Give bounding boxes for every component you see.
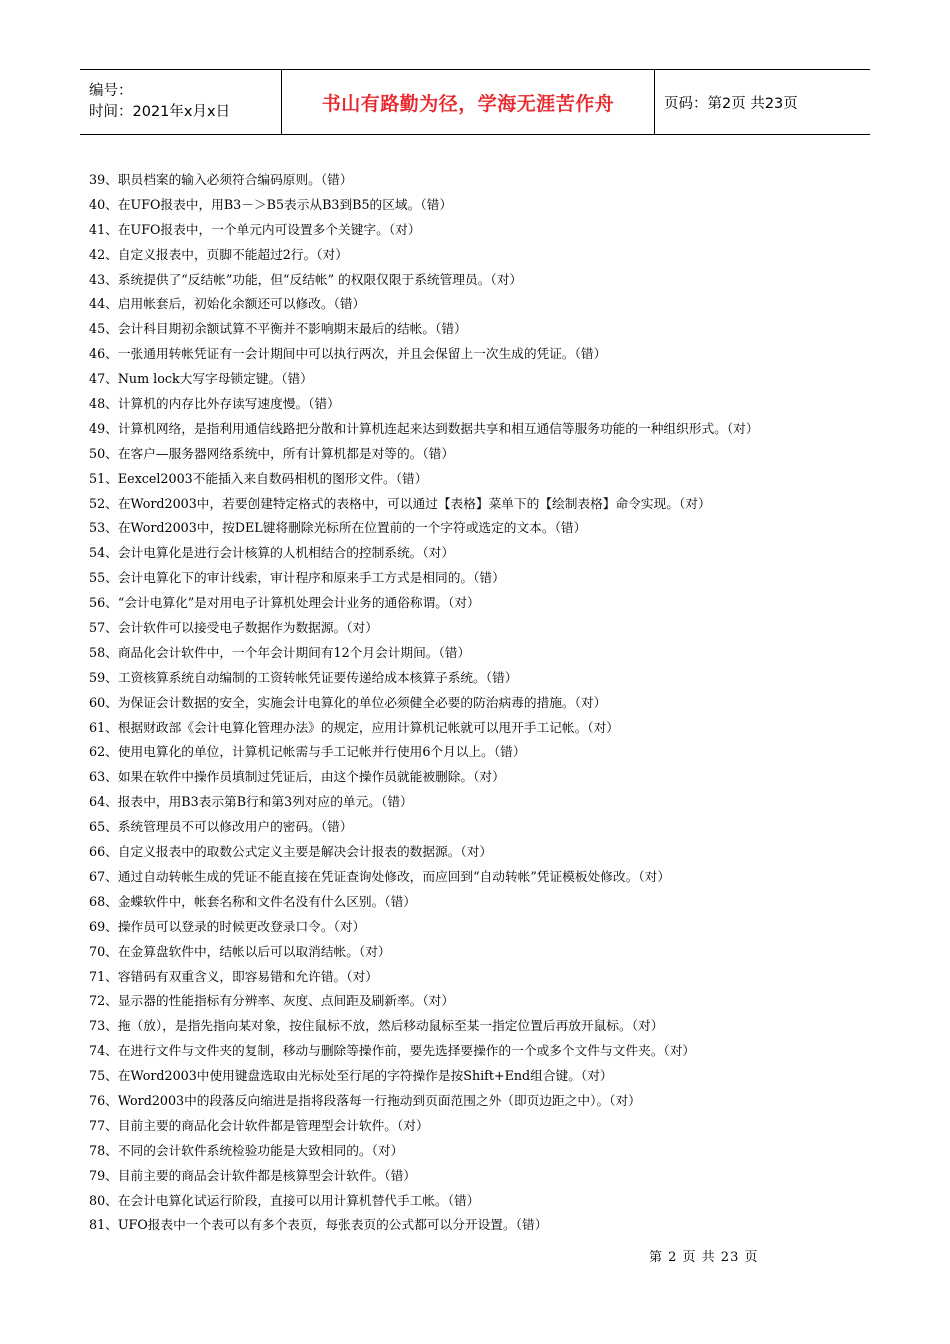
- question-item: 47、Num lock大写字母锁定键。（错）: [89, 371, 313, 387]
- question-item: 62、使用电算化的单位，计算机记帐需与手工记帐并行使用6个月以上。（错）: [89, 744, 526, 760]
- document-number-label: 编号：: [89, 83, 133, 99]
- question-item: 59、工资核算系统自动编制的工资转帐凭证要传递给成本核算子系统。（错）: [89, 669, 518, 685]
- question-item: 55、会计电算化下的审计线索，审计程序和原来手工方式是相同的。（错）: [89, 570, 505, 586]
- question-item: 39、职员档案的输入必须符合编码原则。（错）: [89, 172, 353, 187]
- question-item: 76、Word2003中的段落反向缩进是指将段落每一行拖动到页面范围之外（即页边距之中）。（对）: [89, 1092, 641, 1108]
- question-item: 81、UFO报表中一个表可以有多个表页，每张表页的公式都可以分开设置。（错）: [89, 1217, 548, 1233]
- page-header: [80, 69, 870, 135]
- question-item: 58、商品化会计软件中，一个年会计期间有12个月会计期间。（错）: [89, 644, 471, 660]
- question-item: 44、启用帐套后，初始化余额还可以修改。（错）: [89, 296, 366, 312]
- question-item: 45、会计科目期初余额试算不平衡并不影响期末最后的结帐。（错）: [89, 321, 467, 337]
- question-item: 52、在Word2003中，若要创建特定格式的表格中，可以通过【表格】菜单下的【绘制表格】命令实现。（对）: [89, 495, 711, 511]
- question-item: 43、系统提供了“反结帐”功能，但“反结帐” 的权限仅限于系统管理员。（对）: [89, 271, 523, 287]
- question-item: 80、在会计电算化试运行阶段，直接可以用计算机替代手工帐。（错）: [89, 1192, 480, 1208]
- question-item: 79、目前主要的商品会计软件都是核算型会计软件。（错）: [89, 1167, 416, 1183]
- question-item: 56、“会计电算化”是对用电子计算机处理会计业务的通俗称谓。（对）: [89, 595, 480, 611]
- question-item: 41、在UFO报表中，一个单元内可设置多个关键字。（对）: [89, 221, 421, 237]
- question-item: 40、在UFO报表中，用B3－＞B5表示从B3到B5的区域。（错）: [89, 196, 453, 212]
- question-list: [89, 168, 889, 1238]
- question-item: 50、在客户—服务器网络系统中，所有计算机都是对等的。（错）: [89, 445, 455, 461]
- question-item: 67、通过自动转帐生成的凭证不能直接在凭证查询处修改，而应回到“自动转帐”凭证模板处修改。（对）: [89, 868, 671, 884]
- question-item: 61、根据财政部《会计电算化管理办法》的规定，应用计算机记帐就可以甩开手工记帐。（对）: [89, 719, 619, 735]
- question-item: 42、自定义报表中，页脚不能超过2行。（对）: [89, 246, 348, 262]
- document-time-label: 时间：2021年x月x日: [89, 104, 231, 120]
- question-item: 70、在金算盘软件中，结帐以后可以取消结帐。（对）: [89, 943, 391, 959]
- question-item: 72、显示器的性能指标有分辨率、灰度、点间距及刷新率。（对）: [89, 993, 455, 1009]
- question-item: 54、会计电算化是进行会计核算的人机相结合的控制系统。（对）: [89, 545, 455, 561]
- question-item: 48、计算机的内存比外存读写速度慢。（错）: [89, 396, 340, 412]
- question-item: 68、金蝶软件中，帐套名称和文件名没有什么区别。（错）: [89, 893, 416, 909]
- question-item: 51、Eexcel2003不能插入来自数码相机的图形文件。（错）: [89, 470, 428, 486]
- question-item: 78、不同的会计软件系统检验功能是大致相同的。（对）: [89, 1142, 404, 1158]
- question-item: 66、自定义报表中的取数公式定义主要是解决会计报表的数据源。（对）: [89, 844, 493, 860]
- question-item: 73、拖（放），是指先指向某对象，按住鼠标不放，然后移动鼠标至某一指定位置后再放开鼠标。（对）: [89, 1018, 664, 1034]
- question-item: 64、报表中，用B3表示第B行和第3列对应的单元。（错）: [89, 794, 413, 810]
- header-page-info: 页码：第2页 共23页: [664, 95, 798, 112]
- question-item: 69、操作员可以登录的时候更改登录口令。（对）: [89, 918, 366, 934]
- question-item: 74、在进行文件与文件夹的复制，移动与删除等操作前，要先选择要操作的一个或多个文件与文件夹。（对）: [89, 1043, 696, 1059]
- question-item: 77、目前主要的商品化会计软件都是管理型会计软件。（对）: [89, 1117, 429, 1133]
- page-footer: 第 2 页 共 23 页: [649, 1250, 759, 1265]
- question-item: 49、计算机网络，是指利用通信线路把分散和计算机连起来达到数据共享和相互通信等服务功能的一种组织形式。（对）: [89, 420, 759, 436]
- question-item: 53、在Word2003中，按DEL键将删除光标所在位置前的一个字符或选定的文本。（错）: [89, 520, 587, 536]
- header-motto: 书山有路勤为径，学海无涯苦作舟: [282, 70, 655, 134]
- question-item: 63、如果在软件中操作员填制过凭证后，由这个操作员就能被删除。（对）: [89, 769, 505, 785]
- question-item: 46、一张通用转帐凭证有一会计期间中可以执行两次，并且会保留上一次生成的凭证。（错）: [89, 346, 607, 362]
- question-item: 75、在Word2003中使用键盘选取由光标处至行尾的字符操作是按Shift+End组合键。（对）: [89, 1068, 613, 1084]
- question-item: 71、容错码有双重含义，即容易错和允许错。（对）: [89, 968, 378, 984]
- question-item: 65、系统管理员不可以修改用户的密码。（错）: [89, 819, 353, 835]
- header-meta: [80, 70, 282, 134]
- question-item: 57、会计软件可以接受电子数据作为数据源。（对）: [89, 620, 378, 636]
- question-item: 60、为保证会计数据的安全，实施会计电算化的单位必须健全必要的防治病毒的措施。（对）: [89, 694, 607, 710]
